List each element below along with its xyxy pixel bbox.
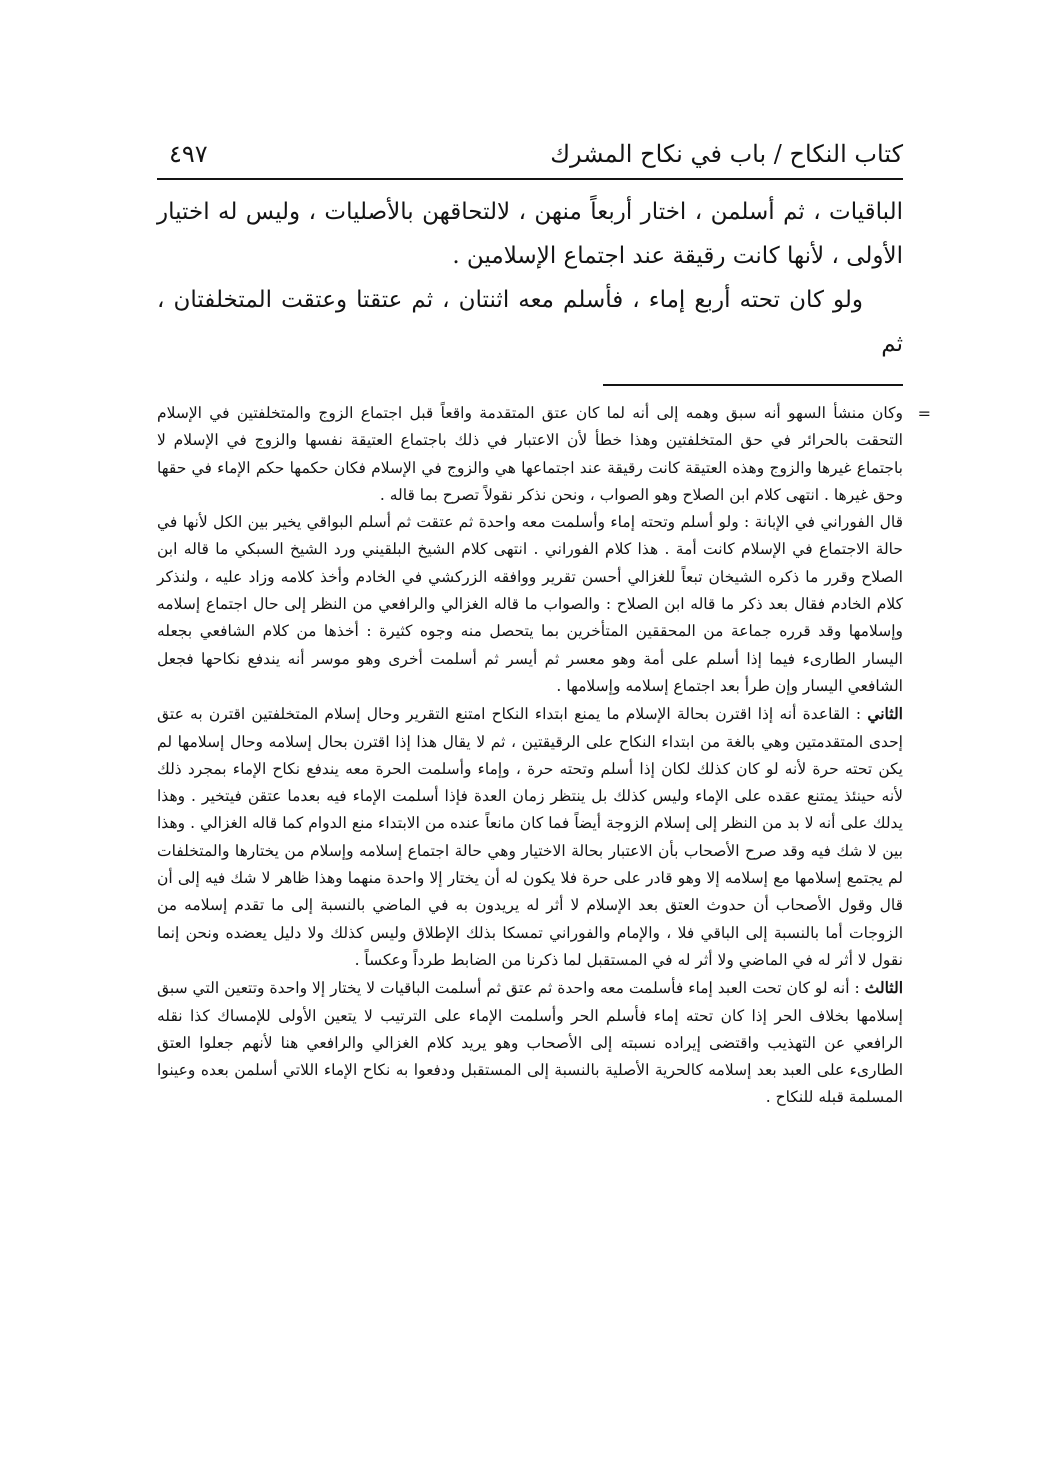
footnote-divider [603,384,903,386]
chapter-title: كتاب النكاح / باب في نكاح المشرك [550,140,903,168]
running-header [157,132,903,182]
continuation-mark: = [917,404,931,423]
footnotes [157,400,931,1112]
footnote-lead: الثالث [864,978,903,998]
main-paragraph: الباقيات ، ثم أسلمن ، اختار أربعاً منهن ، لالتحاقهن بالأصليات ، وليس له اختيار الأولى ، لأنها كانت رقيقة عند اجتماع الإسلامين . [157,199,903,269]
footnote-text: : القاعدة أنه إذا اقترن بحالة الإسلام ما يمنع ابتداء النكاح امتنع التقرير وحال إسلام المتخلفتين اقترن به عتق إحدى المتقدمتين وهي بالغة من ابتداء النكاح على الرقيقتين ، ثم لا يقال هذا إذا اقترن بحال إسلامه وحال إسلامها لم يكن تحته حرة لأنه لو كان كذلك لكان إذا أسلم وتحته حرة ، وإماء وأسلمت الحرة معه يندفع نكاح الإماء بمجرد ذلك لأنه حينئذ يمتنع عقده على الإماء وليس كذلك بل ينتظر زمان العدة فإذا أسلمت الإماء فيه بعدما عتقن فيتخير . وهذا يدلك على أنه لا بد من النظر إلى إسلام الزوجة أيضاً فما كان مانعاً عنده من الابتداء منع الدوام كما قاله الغزالي . وهذا بين لا شك فيه وقد صرح الأصحاب بأن الاعتبار بحالة الاختيار وهي حالة اجتماع إسلامه وإسلام من يختارها والمتخلفات لم يجتمع إسلامها مع إسلامه إلا وهو قادر على حرة فلا يكون له أن يختار إلا واحدة منهما وهذا ظاهر لا شك فيه إلى أن قال وقول الأصحاب أن حدوث العتق بعد الإسلام لا أثر له يريدون به في الماضي بالنسبة إلى ما تقدم إسلامه من الزوجات أما بالنسبة إلى الباقي فلا ، والإمام والفوراني تمسكا بذلك الإطلاق وليس كذلك ولا دليل يعضده ونحن إنما نقول لا أثر له في الماضي ولا أثر له في المستقبل لما ذكرنا من الضابط طرداً وعكساً . [157,705,903,969]
footnote-paragraph [157,974,903,1111]
footnote-continuation [157,400,931,509]
footnote-lead: الثاني [867,704,903,724]
header-rule [157,178,903,180]
main-text [157,190,903,366]
main-paragraph: ولو كان تحته أربع إماء ، فأسلم معه اثنتان ، ثم عتقتا وعتقت المتخلفتان ، ثم [157,287,903,357]
book-page [157,132,931,1112]
footnote-paragraph: وكان منشأ السهو أنه سبق وهمه إلى أنه لما كان عتق المتقدمة واقعاً قبل اجتماع الزوج والمتخلفتين في الإسلام التحقت بالحرائر في حق المتخلفتين وهذا خطأ لأن الاعتبار في ذلك باجتماع العتيقة نفسها والزوج في الإسلام لا باجتماع غيرها والزوج وهذه العتيقة كانت رقيقة عند اجتماعها هي والزوج في الإسلام فكان حكمها حكم الإماء في حقها وحق غيرها . انتهى كلام ابن الصلاح وهو الصواب ، ونحن نذكر نقولاً تصرح بما قاله . [157,404,903,504]
footnote-paragraph: قال الفوراني في الإبانة : ولو أسلم وتحته إماء وأسلمت معه واحدة ثم عتقت ثم أسلم البواقي يخير بين الكل لأنها في حالة الاجتماع في الإسلام كانت أمة . هذا كلام الفوراني . انتهى كلام الشيخ البلقيني ورد الشيخ السبكي ما قاله ابن الصلاح وقرر ما ذكره الشيخان تبعاً للغزالي أحسن تقرير ووافقه الزركشي في الخادم وأخذ كلامه وزاد عليه ، ولنذكر كلام الخادم فقال بعد ذكر ما قاله ابن الصلاح : والصواب ما قاله الغزالي والرافعي من النظر إلى حال اجتماع إسلامه وإسلامها وقد قرره جماعة من المحققين المتأخرين بما يتحصل منه وجوه كثيرة : أخذها من كلام الشافعي بجعله اليسار الطارىء فيما إذا أسلم على أمة وهو معسر ثم أيسر ثم أسلمت أخرى وهو موسر أنه يندفع نكاحها فجعل الشافعي اليسار وإن طرأ بعد اجتماع إسلامه وإسلامها . [157,513,903,695]
footnote-paragraph [157,700,903,974]
footnote-text: : أنه لو كان تحت العبد إماء فأسلمت معه واحدة ثم عتق ثم أسلمت الباقيات لا يختار إلا واحدة وتتعين التي سبق إسلامها بخلاف الحر إذا كان تحته إماء فأسلم الحر وأسلمت الإماء على الترتيب لا يتعين الأولى للإمساك كذا نقله الرافعي عن التهذيب واقتضى إيراده نسبته إلى الأصحاب وهو يريد كلام الغزالي والرافعي هنا لأنهم جعلوا العتق الطارىء على العبد بعد إسلامه كالحرية الأصلية بالنسبة إلى المستقبل ودفعوا به نكاح الإماء اللاتي أسلمن بعده وعينوا المسلمة قبله للنكاح . [157,979,903,1107]
page-number: ٤٩٧ [169,140,208,168]
